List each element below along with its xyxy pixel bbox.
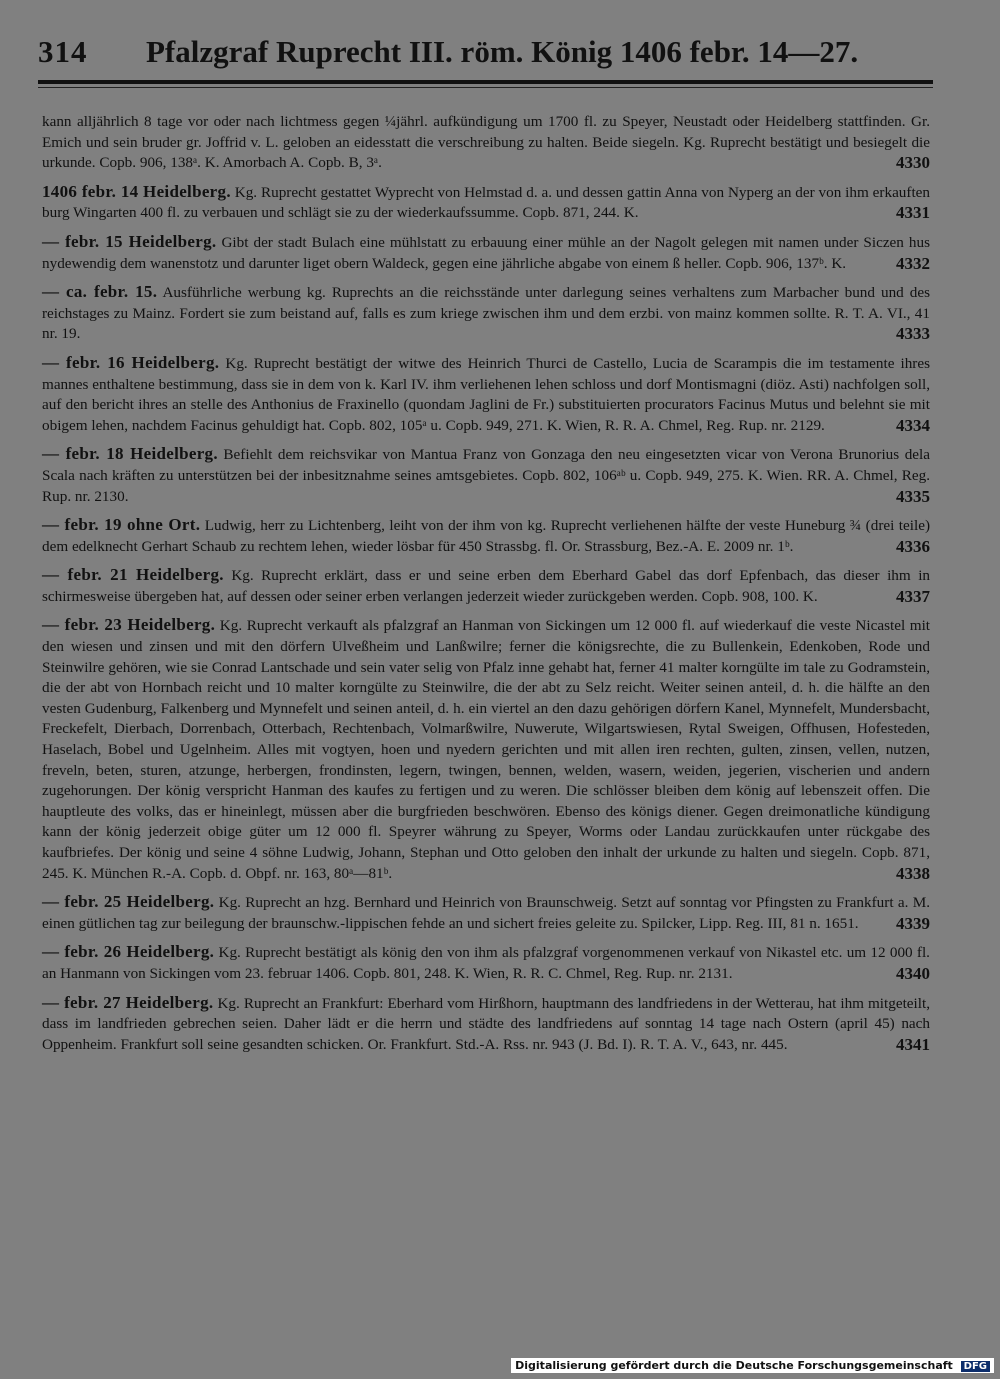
running-title: Pfalzgraf Ruprecht III. röm. König 1406 febr. 14—27. xyxy=(146,34,859,69)
regest-list xyxy=(40,112,930,1055)
regest-number: 4338 xyxy=(896,863,930,883)
regest-text: Kg. Ruprecht bestätigt als könig den von ihm als pfalzgraf vorgenommenen verkauf von Nikastel etc. um 12 000 fl. an Hanmann von Sickingen vom 23. februar 1406. Copb. 801, 248. K. Wien, R. R. C. Chmel, Reg. Rup. nr. 2131. xyxy=(42,944,930,982)
regest-body xyxy=(40,444,930,507)
regest-body xyxy=(40,515,930,557)
regest-entry xyxy=(40,444,930,507)
regest-number: 4336 xyxy=(896,536,930,556)
regest-date: — febr. 19 ohne Ort. xyxy=(42,515,201,535)
regest-entry xyxy=(40,993,930,1056)
regest-number: 4337 xyxy=(896,586,930,606)
regest-number: 4331 xyxy=(896,203,930,223)
regest-text: Kg. Ruprecht erklärt, dass er und seine erben dem Eberhard Gabel das dorf Epfenbach, das dieser ihm in schirmesweise übergeben hat, auf dessen oder seiner erben verlangen jederzeit wieder zurückgeben werden. Copb. 908, 100. K. xyxy=(42,567,931,605)
regest-text: Ludwig, herr zu Lichtenberg, leiht von der ihm von kg. Ruprecht verliehenen hälfte der veste Huneburg ¾ (drei teile) dem edelknecht Gerhart Schaub zu rechtem lehen, wieder lösbar für 450 Strassbg. fl. Or. Strassburg, Bez.-A. E. 2009 nr. 1ᵇ. xyxy=(42,517,931,555)
regest-date: — febr. 23 Heidelberg. xyxy=(42,615,216,635)
regest-entry xyxy=(40,112,930,174)
regest-entry xyxy=(40,232,930,274)
regest-body xyxy=(40,892,930,934)
regest-body xyxy=(40,353,930,436)
regest-date: — febr. 25 Heidelberg. xyxy=(42,892,215,912)
dfg-logo: DFG xyxy=(961,1361,990,1372)
regest-date: — febr. 18 Heidelberg. xyxy=(42,444,218,464)
regest-entry xyxy=(40,565,930,607)
regest-number: 4334 xyxy=(896,415,930,435)
regest-date: — febr. 16 Heidelberg. xyxy=(42,352,220,372)
regest-text: Befiehlt dem reichsvikar von Mantua Franz von Gonzaga den neu eingesetzten vicar von Verona Brunorius dela Scala nach kräften zu unterstützen bei der inbesitznahme seines amtsgebietes. Copb. 802, 106ᵃᵇ u. Copb. 949, 275. K. Wien. RR. A. Chmel, Reg. Rup. nr. 2130. xyxy=(42,446,930,505)
regest-number: 4340 xyxy=(896,963,930,983)
regest-text: kann alljährlich 8 tage vor oder nach lichtmess gegen ¼jährl. aufkündigung um 1700 fl. zu Speyer, Neustadt oder Heidelberg stattfinden. Gr. Emich und sein bruder gr. Joffrid v. L. geloben an eidesstatt die verschreibung zu halten. Beide siegeln. Kg. Ruprecht bestätigt und besiegelt die urkunde. Copb. 906, 138ᵃ. K. Amorbach A. Copb. B, 3ᵃ. xyxy=(42,113,930,172)
page-header xyxy=(38,30,933,74)
footer-credit xyxy=(511,1358,994,1373)
regest-entry xyxy=(40,892,930,934)
regest-number: 4335 xyxy=(896,486,930,506)
regest-entry xyxy=(40,942,930,984)
regest-text: Kg. Ruprecht gestattet Wyprecht von Helmstad d. a. und dessen gattin Anna von Nyperg an der von ihm erkauften burg Wingarten 400 fl. zu verbauen und schlägt sie zu der wiederkaufssumme. Copb. 871, 244. K. xyxy=(42,183,931,222)
regest-text: Ausführliche werbung kg. Ruprechts an die reichsstände unter darlegung seines verhaltens zum Marbacher bund und des reichstages zu Mainz. Fordert sie zum beistand auf, falls es zum kriege zwischen ihm und dem erzbi. von mainz kommen sollte. R. T. A. VI., 41 nr. 19. xyxy=(42,284,930,343)
regest-number: 4341 xyxy=(896,1034,930,1054)
regest-date: — febr. 27 Heidelberg. xyxy=(42,992,214,1012)
regest-date: 1406 febr. 14 Heidelberg. xyxy=(42,181,231,201)
page-number: 314 xyxy=(38,34,88,69)
regest-date: — febr. 26 Heidelberg. xyxy=(42,942,215,962)
regest-text: Kg. Ruprecht bestätigt der witwe des Heinrich Thurci de Castello, Lucia de Scarampis die im testamente ihres mannes enthaltene bestimmung, dass sie in dem von k. Karl IV. ihm verliehenen lehen schloss und dorf Montismagni (diöz. Asti) nachfolgen soll, auf den bericht ihres an stelle des Anthonius de Fraxinello (quondam Jaglini de Fr.) substituierten procurators Facinus Mutus und belehnt sie mit obigem lehen, nachdem Facinus gehuldigt hat. Copb. 802, 105ᵃ u. Copb. 949, 271. K. Wien, R. R. A. Chmel, Reg. Rup. nr. 2129. xyxy=(42,354,930,434)
regest-body xyxy=(40,565,930,607)
regest-entry xyxy=(40,615,930,884)
regest-text: Kg. Ruprecht an Frankfurt: Eberhard vom Hirßhorn, hauptmann des landfriedens in der Wetterau, hat ihm mitgeteilt, dass im landfrieden gebrechen seien. Daher lädt er die herrn und städte des landfriedens auf sonntag 14 tage nach Ostern (april 45) nach Oppenheim. Frankfurt soll seine gesandten schicken. Or. Frankfurt. Std.-A. Rss. nr. 943 (J. Bd. I). R. T. A. V., 643, nr. 445. xyxy=(42,994,930,1053)
regest-entry xyxy=(40,353,930,436)
regest-date: — ca. febr. 15. xyxy=(42,282,158,302)
regest-entry xyxy=(40,515,930,557)
footer-credit-text: Digitalisierung gefördert durch die Deutsche Forschungsgemeinschaft xyxy=(515,1359,953,1372)
regest-date: — febr. 15 Heidelberg. xyxy=(42,231,217,251)
header-rule-thin xyxy=(38,87,933,88)
regest-body xyxy=(40,282,930,345)
regest-text: Kg. Ruprecht verkauft als pfalzgraf an Hanman von Sickingen um 12 000 fl. auf wiederkauf die veste Nicastel mit den wiesen und zinsen und mit den dörfern Ulveßheim und Lanßwilre; ferner die königsrechte, die zu Bullenkein, Edenkoben, Rode und Steinwilre gehören, wie sie Conrad Lantschade und sein vater selig von Pfalz inne gehabt hat, ferner 41 malter korngülte im tale zu Godramstein, die der abt von Hornbach reicht und 10 malter korngülte zu Steinwilre, die der abt zu Selz reicht. Weiter seinen anteil, d. h. die hälfte an den vesten Gudenburg, Falkenberg und Mynnefelt und seinen anteil, d. h. ein viertel an den dazu gehörigen dörfern Kanel, Mynnefelt, Mundersbacht, Freckefelt, Dierbach, Dorrenbach, Otterbach, Rechtenbach, Volmarßwilre, Nuwerute, Wilgartswiesen, Rytal Sweigen, Offhusen, Hofesteden, Haselach, Bobel und Ugelnheim. Alles mit vogtyen, hoen und nyedern gerichten und mit allen iren rechten, gulten, zinsen, vellen, nutzen, freveln, beten, sturen, atzunge, herbergen, frondinsten, legern, twingen, bennen, welden, wasern, weiden, jegerien, vischerien und andern zugehorungen. Der könig verspricht Hanman des kaufes zu fertigen und zu weren. Die schlösser bleiben dem könig auf lebenszeit offen. Die hauptleute des volks, das er hineinlegt, müssen aber die burgfrieden beschwören. Ebenso des königs diener. Gegen dreimonatliche kündigung kann der könig jederzeit obige güter um 12 000 fl. Speyrer währung zu Speyer, Worms oder Landau zurückkaufen unter rückgabe des kaufbriefes. Der könig und seine 4 söhne Ludwig, Johann, Stephan und Otto geloben den inhalt der urkunde zu halten und siegeln. Copb. 871, 245. K. München R.-A. Copb. d. Obpf. nr. 163, 80ᵃ—81ᵇ. xyxy=(42,617,931,882)
regest-body xyxy=(40,182,930,224)
regest-date: — febr. 21 Heidelberg. xyxy=(42,565,224,585)
regest-text: Gibt der stadt Bulach eine mühlstatt zu erbauung einer mühle an der Nagolt gelegen mit namen under Siczen hus nydewendig dem wanenstotz und darunter liget obern Waldeck, gegen eine jährliche abgabe von einem ß heller. Copb. 906, 137ᵇ. K. xyxy=(42,233,931,272)
regest-entry xyxy=(40,182,930,224)
regest-body xyxy=(40,942,930,984)
regest-number: 4330 xyxy=(896,153,930,173)
regest-number: 4333 xyxy=(896,324,930,344)
regest-number: 4332 xyxy=(896,253,930,273)
regest-number: 4339 xyxy=(896,913,930,933)
regest-entry xyxy=(40,282,930,345)
header-rule-thick xyxy=(38,80,933,84)
regest-text: Kg. Ruprecht an hzg. Bernhard und Heinrich von Braunschweig. Setzt auf sonntag vor Pfingsten zu Frankfurt a. M. einen gütlichen tag zur beilegung der braunschw.-lippischen fehde an und sichert freies geleite zu. Spilcker, Lipp. Reg. III, 81 n. 1651. xyxy=(42,894,930,932)
regest-body xyxy=(40,993,930,1056)
regest-body xyxy=(40,232,930,274)
regest-body xyxy=(40,112,930,174)
regest-body xyxy=(40,615,930,884)
